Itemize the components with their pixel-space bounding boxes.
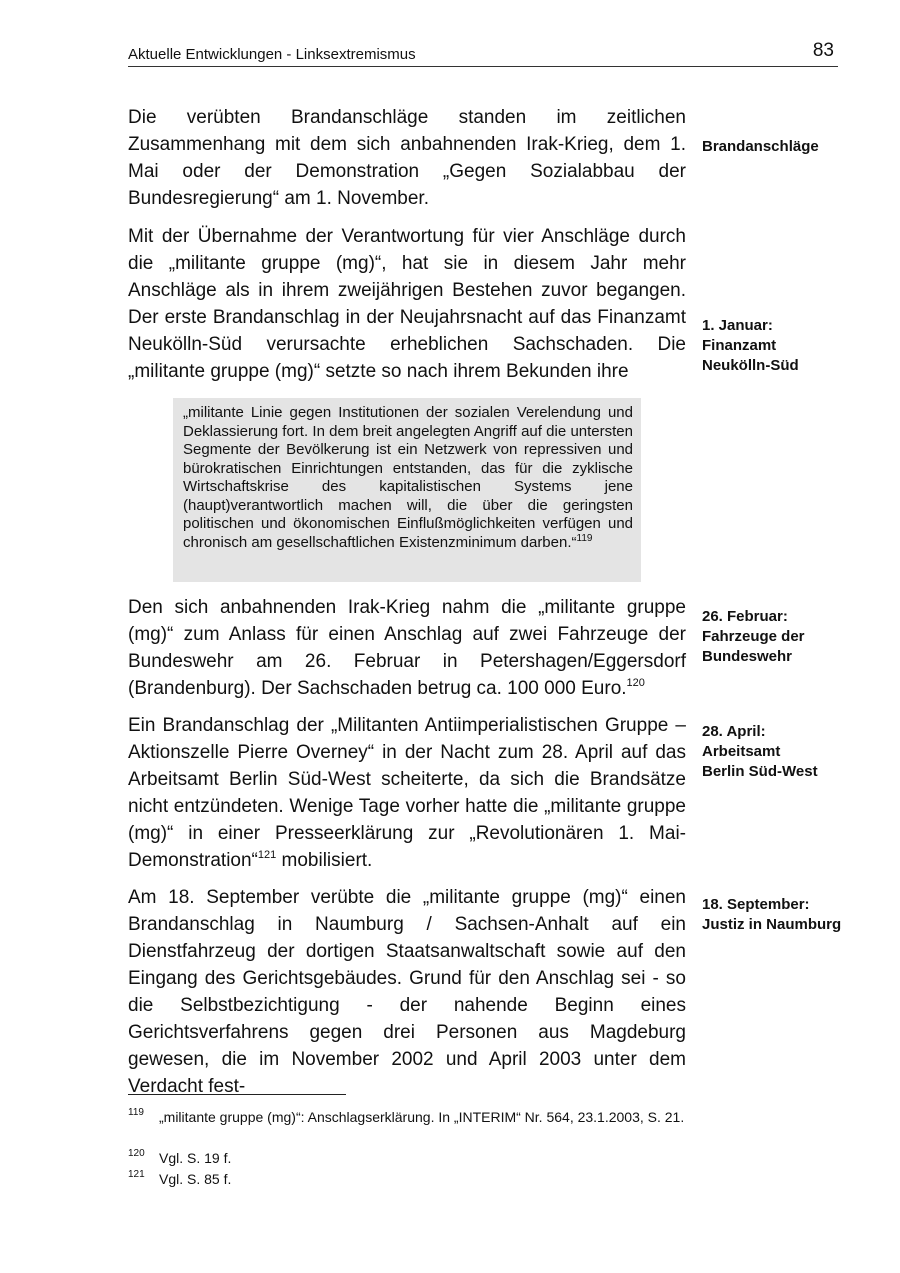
footnote-separator (128, 1094, 346, 1095)
footnote-number: 121 (128, 1169, 145, 1180)
paragraph-1: Die verübten Brandanschläge standen im zeitlichen Zusammenhang mit dem sich anbahnenden Irak-Krieg, dem 1. Mai oder der Demonstration „Gegen Sozialabbau der Bundesregierung“ am 1. November. (128, 107, 686, 209)
paragraph-2: Mit der Übernahme der Verantwortung für vier Anschläge durch die „militante gruppe (mg)“, hat sie in diesem Jahr mehr Anschläge als in ihrem zweijährigen Bestehen zuvor begangen. Der erste Brandanschlag in der Neujahrsnacht auf das Finanzamt Neukölln-Süd verursachte erheblichen Sachschaden. Die „militante gruppe (mg)“ setzte so nach ihrem Bekunden ihre (128, 226, 686, 382)
quote-block (173, 398, 641, 582)
footnote-text: Vgl. S. 19 f. (159, 1150, 232, 1166)
footnote-121 (128, 1170, 686, 1188)
paragraph-4: Ein Brandanschlag der „Militanten Antiimperialistischen Gruppe – Aktionszelle Pierre Overney“ in der Nacht zum 28. April auf das Arbeitsamt Berlin Süd-West scheiterte, da sich die Brandsätze nicht entzündeten. Wenige Tage vorher hatte die „militante gruppe (mg)“ in einer Presseerklärung zur „Revolutionären 1. Mai-Demonstration“$^{121}$ mobilisiert. (128, 715, 686, 871)
footnote-number: 119 (128, 1107, 144, 1118)
footnote-120 (128, 1149, 686, 1167)
side-note-january: 1. Januar: Finanzamt Neukölln-Süd (702, 317, 799, 374)
header-title: Aktuelle Entwicklungen - Linksextremismus (128, 46, 416, 63)
side-note-april: 28. April: Arbeitsamt Berlin Süd-West (702, 723, 818, 780)
footnote-number: 120 (128, 1148, 145, 1159)
running-header (128, 38, 838, 67)
side-note-february: 26. Februar: Fahrzeuge der Bundeswehr (702, 608, 805, 665)
footnote-ref-120: 120 (626, 677, 645, 689)
quote-text: „militante Linie gegen Institutionen der sozialen Verelendung und Deklassierung fort. In dem breit angelegten Angriff auf die untersten Segmente der Bevölkerung ist ein Netzwerk von repressiven und bürokratischen Einrichtungen entstanden, das für die zyklische Wirtschaftskrise des kapitalistischen Systems jene (haupt)verantwortlich machen will, die über die geringsten politischen und ökonomischen Einflußmöglichkeiten verfügen und chronisch am gesellschaftlichen Existenzminimum darben.“$^{119}$ (183, 404, 633, 551)
side-note-brandanschlaege: Brandanschläge (702, 138, 819, 155)
footnote-ref-121: 121 (257, 849, 277, 861)
page-number: 83 (812, 40, 834, 61)
footnote-text: Vgl. S. 85 f. (159, 1171, 232, 1187)
paragraph-3: Den sich anbahnenden Irak-Krieg nahm die „militante gruppe (mg)“ zum Anlass für einen Anschlag auf zwei Fahrzeuge der Bundeswehr am 26. Februar in Petershagen/Eggersdorf (Brandenburg). Der Sachschaden betrug ca. 100 000 Euro.$^{120}$ (128, 597, 686, 699)
footnote-ref-119: 119 (576, 532, 593, 544)
footnote-text: „militante gruppe (mg)“: Anschlagserklärung. In „INTERIM“ Nr. 564, 23.1.2003, S. 21. (159, 1109, 685, 1125)
side-note-september: 18. September: Justiz in Naumburg (702, 896, 842, 933)
paragraph-5: Am 18. September verübte die „militante gruppe (mg)“ einen Brandanschlag in Naumburg / Sachsen-Anhalt auf ein Dienstfahrzeug der dortigen Staatsanwaltschaft sowie auf den Eingang des Gerichtsgebäudes. Grund für den Anschlag sei - so die Selbstbezichtigung - der nahende Beginn eines Gerichtsverfahrens gegen drei Personen aus Magdeburg gewesen, die im November 2002 und April 2003 unter dem Verdacht fest- (128, 887, 686, 1097)
footnote-119 (128, 1108, 686, 1126)
